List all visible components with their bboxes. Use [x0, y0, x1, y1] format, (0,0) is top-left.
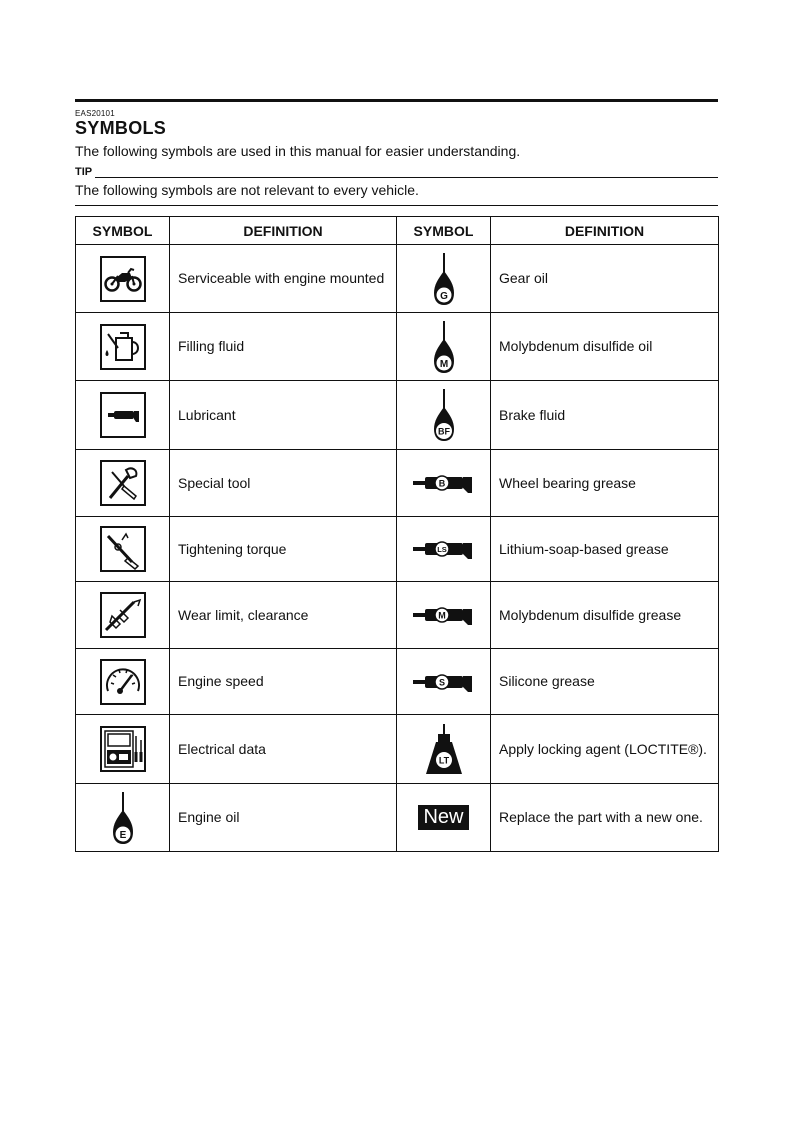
tip-header — [75, 166, 718, 178]
definition-cell: Molybdenum disulfide grease — [491, 582, 719, 649]
locking-agent-icon — [397, 722, 490, 776]
column-header-definition: DEFINITION — [170, 217, 397, 245]
definition-cell: Replace the part with a new one. — [491, 784, 719, 852]
table-row — [76, 517, 719, 582]
table-row — [76, 784, 719, 852]
tip-bottom-rule — [75, 205, 718, 206]
icon-letter: B — [438, 478, 445, 489]
symbol-cell — [76, 450, 170, 517]
icon-letter: G — [439, 290, 448, 302]
definition-cell: Molybdenum disulfide oil — [491, 313, 719, 381]
definition-cell: Gear oil — [491, 245, 719, 313]
symbol-cell — [76, 245, 170, 313]
section-code: EAS20101 — [75, 109, 115, 118]
table-row — [76, 313, 719, 381]
table-row — [76, 381, 719, 450]
symbol-cell — [397, 517, 491, 582]
column-header-symbol: SYMBOL — [397, 217, 491, 245]
symbol-cell — [76, 381, 170, 450]
column-header-symbol: SYMBOL — [76, 217, 170, 245]
definition-cell: Silicone grease — [491, 649, 719, 715]
oil-can-icon — [397, 319, 490, 375]
grease-gun-icon — [397, 670, 490, 694]
column-header-definition: DEFINITION — [491, 217, 719, 245]
grease-gun-icon — [397, 537, 490, 561]
definition-cell: Serviceable with engine mounted — [170, 245, 397, 313]
oil-can-icon — [397, 387, 490, 443]
definition-cell: Tightening torque — [170, 517, 397, 582]
icon-letter: BF — [437, 426, 450, 437]
multimeter-icon — [76, 724, 169, 774]
torque-wrench-icon — [76, 524, 169, 574]
symbol-cell — [76, 784, 170, 852]
special-tool-icon — [76, 458, 169, 508]
symbol-cell — [397, 381, 491, 450]
symbol-cell — [76, 715, 170, 784]
oil-can-icon — [397, 251, 490, 307]
symbol-cell — [397, 245, 491, 313]
table-row — [76, 582, 719, 649]
motorcycle-icon — [76, 254, 169, 304]
icon-letter: LS — [436, 545, 447, 554]
table-row — [76, 450, 719, 517]
table-row — [76, 245, 719, 313]
icon-letter: M — [437, 610, 446, 621]
icon-letter: LT — [438, 755, 449, 766]
oil-can-icon — [76, 790, 169, 846]
grease-gun-icon — [397, 603, 490, 627]
definition-cell: Electrical data — [170, 715, 397, 784]
lubricant-icon — [76, 390, 169, 440]
icon-letter: S — [438, 677, 445, 687]
definition-cell: Wheel bearing grease — [491, 450, 719, 517]
tip-label: TIP — [75, 166, 95, 178]
definition-cell: Engine speed — [170, 649, 397, 715]
symbol-cell — [76, 649, 170, 715]
definition-cell: Wear limit, clearance — [170, 582, 397, 649]
symbol-cell — [76, 517, 170, 582]
tip-text: The following symbols are not relevant to every vehicle. — [75, 182, 419, 198]
icon-letter: E — [119, 829, 126, 841]
symbol-cell — [397, 582, 491, 649]
definition-cell: Apply locking agent (LOCTITE®). — [491, 715, 719, 784]
page-title: SYMBOLS — [75, 118, 167, 138]
tip-rule — [75, 177, 718, 178]
grease-gun-icon — [397, 471, 490, 495]
symbols-table — [75, 216, 719, 852]
symbol-cell — [76, 582, 170, 649]
symbol-cell — [397, 313, 491, 381]
top-rule — [75, 99, 718, 102]
definition-cell: Engine oil — [170, 784, 397, 852]
filling-fluid-icon — [76, 322, 169, 372]
tachometer-icon — [76, 657, 169, 707]
new-part-badge-icon: New — [418, 805, 468, 830]
definition-cell: Lithium-soap-based grease — [491, 517, 719, 582]
definition-cell: Lubricant — [170, 381, 397, 450]
table-header-row — [76, 217, 719, 245]
definition-cell: Filling fluid — [170, 313, 397, 381]
table-row — [76, 649, 719, 715]
symbol-cell — [397, 450, 491, 517]
table-row — [76, 715, 719, 784]
definition-cell: Brake fluid — [491, 381, 719, 450]
symbol-cell — [76, 313, 170, 381]
symbol-cell — [397, 715, 491, 784]
symbol-cell — [397, 649, 491, 715]
caliper-icon — [76, 590, 169, 640]
intro-text: The following symbols are used in this manual for easier understanding. — [75, 143, 521, 159]
icon-letter: M — [439, 358, 448, 370]
definition-cell: Special tool — [170, 450, 397, 517]
symbol-cell — [397, 784, 491, 852]
